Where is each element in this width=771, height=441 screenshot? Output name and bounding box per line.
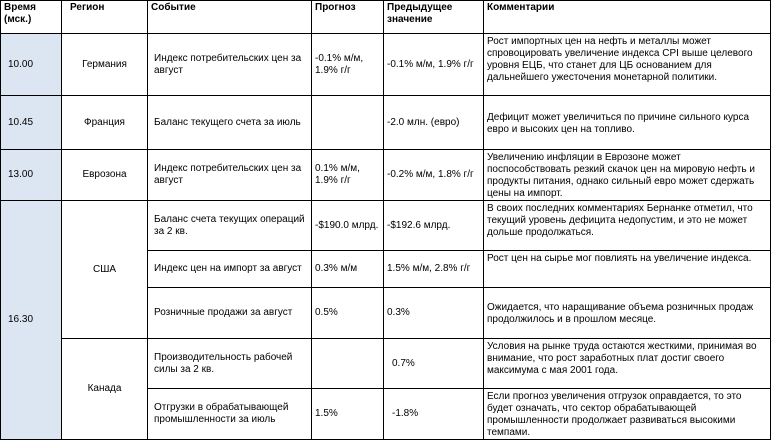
event-cell: Индекс цен на импорт за август [148, 251, 312, 288]
event-cell: Отгрузки в обрабатывающей промышленности за июль [148, 389, 312, 440]
event-cell: Индекс потребительских цен за август [148, 150, 312, 201]
time-cell: 10.00 [1, 34, 62, 96]
table-row [1, 201, 771, 251]
comment-cell: Дефицит может увеличиться по причине сильного курса евро и высоких цен на топливо. [484, 96, 771, 150]
previous-cell: 0.7% [384, 339, 484, 389]
time-cell: 13.00 [1, 150, 62, 201]
comment-cell: В своих последних комментариях Бернанке отметил, что текущий уровень дефицита недопустим, и это не может дольше продолжаться. [484, 201, 771, 251]
previous-cell: -1.8% [384, 389, 484, 440]
previous-cell: -2.0 млн. (евро) [384, 96, 484, 150]
comment-cell: Рост цен на сырье мог повлиять на увеличение индекса. [484, 251, 771, 288]
region-cell: США [62, 201, 148, 339]
header-time: Время (мск.) [1, 1, 62, 34]
time-cell: 16.30 [1, 201, 62, 440]
previous-cell: 0.3% [384, 288, 484, 339]
event-cell: Розничные продажи за август [148, 288, 312, 339]
region-cell: Еврозона [62, 150, 148, 201]
comment-cell: Ожидается, что наращивание объема розничных продаж продолжилось и в прошлом месяце. [484, 288, 771, 339]
forecast-cell [312, 339, 384, 389]
event-cell: Баланс текущего счета за июль [148, 96, 312, 150]
previous-cell: -0.1% м/м, 1.9% г/г [384, 34, 484, 96]
header-event: Событие [148, 1, 312, 34]
forecast-cell: -$190.0 млрд. [312, 201, 384, 251]
comment-cell: Увеличению инфляции в Еврозоне может поспособствовать резкий скачок цен на мировую нефть и продукты питания, однако сильный евро может сдержать цены на импорт. [484, 150, 771, 201]
forecast-cell [312, 96, 384, 150]
forecast-cell: 0.1% м/м, 1.9% г/г [312, 150, 384, 201]
event-cell: Баланс счета текущих операций за 2 кв. [148, 201, 312, 251]
header-comments: Комментарии [484, 1, 771, 34]
comment-cell: Рост импортных цен на нефть и металлы может спровоцировать увеличение индекса CPI выше целевого уровня ЕЦБ, что станет для ЦБ основанием для дальнейшего ужесточения монетарной политики. [484, 34, 771, 96]
event-cell: Индекс потребительских цен за август [148, 34, 312, 96]
table-row [1, 150, 771, 201]
table-row [1, 339, 771, 389]
comment-cell: Если прогноз увеличения отгрузок оправдается, то это будет означать, что сектор обрабатывающей промышленности продолжает развиваться высокими темпами. [484, 389, 771, 440]
region-cell: Канада [62, 339, 148, 440]
forecast-cell: 1.5% [312, 389, 384, 440]
forecast-cell: 0.3% м/м [312, 251, 384, 288]
comment-cell: Условия на рынке труда остаются жесткими, принимая во внимание, что рост заработных плат достиг своего максимума с мая 2001 года. [484, 339, 771, 389]
region-cell: Германия [62, 34, 148, 96]
previous-cell: -0.2% м/м, 1.8% г/г [384, 150, 484, 201]
table-row [1, 34, 771, 96]
header-forecast: Прогноз [312, 1, 384, 34]
table-row [1, 96, 771, 150]
time-cell: 10.45 [1, 96, 62, 150]
header-region: Регион [62, 1, 148, 34]
forecast-cell: -0.1% м/м, 1.9% г/г [312, 34, 384, 96]
previous-cell: -$192.6 млрд. [384, 201, 484, 251]
event-cell: Производительность рабочей силы за 2 кв. [148, 339, 312, 389]
previous-cell: 1.5% м/м, 2.8% г/г [384, 251, 484, 288]
forecast-cell: 0.5% [312, 288, 384, 339]
region-cell: Франция [62, 96, 148, 150]
header-row [1, 1, 771, 34]
header-previous: Предыдущее значение [384, 1, 484, 34]
